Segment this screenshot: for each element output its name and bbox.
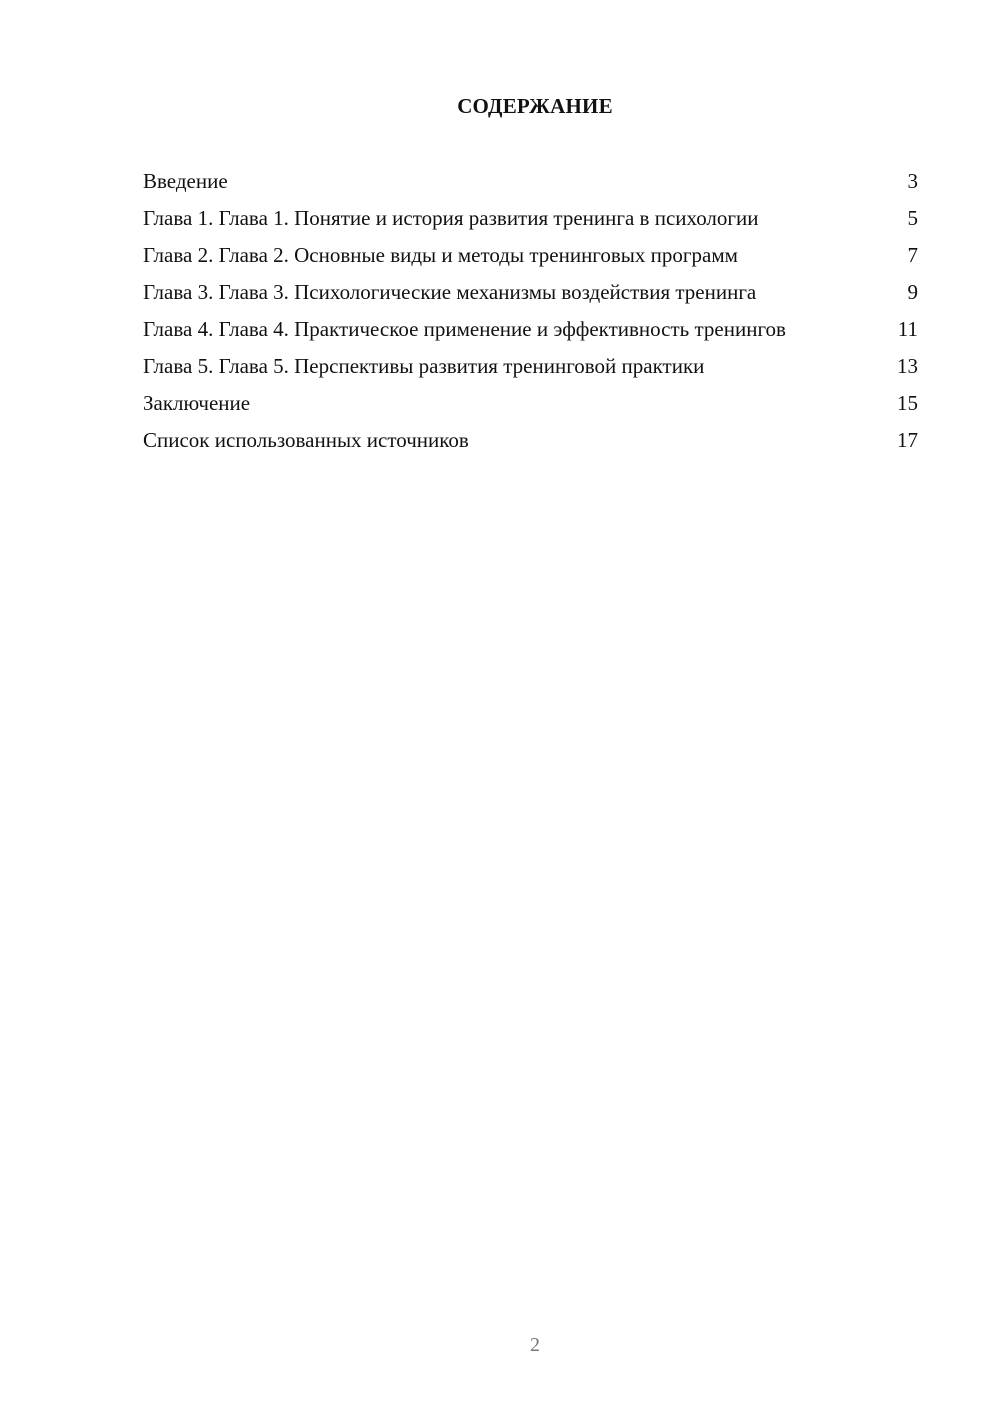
page-number: 2 xyxy=(530,1334,540,1356)
page-title: СОДЕРЖАНИЕ xyxy=(457,94,613,118)
toc-entry-chapter-4[interactable] xyxy=(143,316,918,343)
toc-entry-page: 3 xyxy=(907,169,918,193)
toc-entry-page: 9 xyxy=(907,280,918,304)
toc-entry-label: Глава 1. Глава 1. Понятие и история развития тренинга в психологии xyxy=(143,206,759,230)
toc-entry-page: 13 xyxy=(897,354,918,378)
toc-entry-references[interactable] xyxy=(143,427,918,454)
toc-entry-page: 17 xyxy=(897,428,918,452)
toc-entry-label: Глава 5. Глава 5. Перспективы развития тренинговой практики xyxy=(143,354,705,378)
table-of-contents xyxy=(143,168,918,464)
toc-entry-label: Заключение xyxy=(143,391,251,415)
toc-entry-page: 11 xyxy=(897,317,918,341)
toc-entry-label: Глава 3. Глава 3. Психологические механизмы воздействия тренинга xyxy=(143,280,757,304)
toc-entry-label: Список использованных источников xyxy=(143,428,469,452)
toc-entry-chapter-3[interactable] xyxy=(143,279,918,306)
toc-entry-chapter-1[interactable] xyxy=(143,205,918,232)
toc-entry-introduction[interactable] xyxy=(143,168,918,195)
toc-entry-page: 7 xyxy=(907,243,918,267)
toc-entry-label: Введение xyxy=(143,169,228,193)
toc-entry-page: 5 xyxy=(907,206,918,230)
toc-entry-label: Глава 2. Глава 2. Основные виды и методы тренинговых программ xyxy=(143,243,738,267)
toc-entry-conclusion[interactable] xyxy=(143,390,918,417)
toc-entry-chapter-2[interactable] xyxy=(143,242,918,269)
toc-entry-chapter-5[interactable] xyxy=(143,353,918,380)
toc-entry-label: Глава 4. Глава 4. Практическое применение и эффективность тренингов xyxy=(143,317,786,341)
toc-entry-page: 15 xyxy=(897,391,918,415)
